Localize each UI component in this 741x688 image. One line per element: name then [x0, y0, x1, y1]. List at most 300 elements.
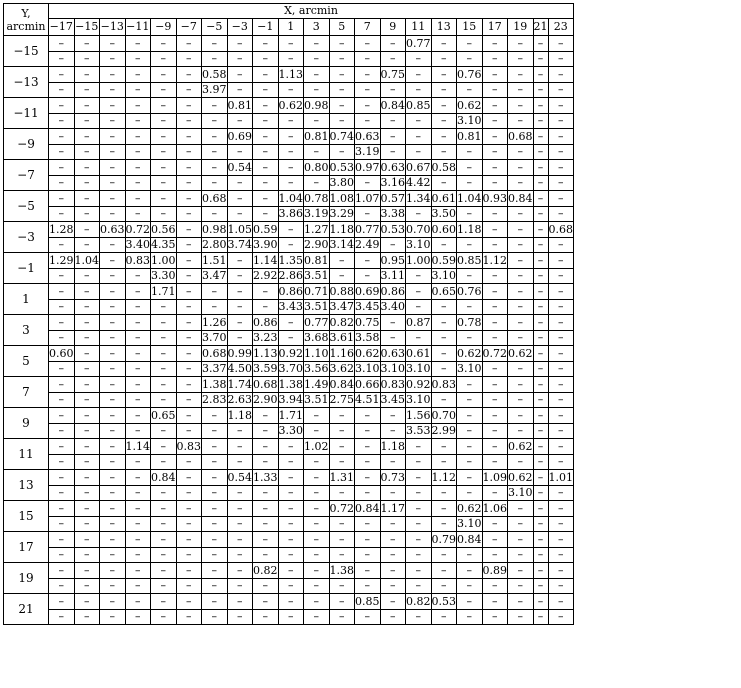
table-cell — [278, 129, 304, 160]
table-cell — [100, 129, 126, 160]
table-cell — [202, 129, 228, 160]
table-cell — [355, 532, 381, 563]
cell-bottom-value: – — [135, 175, 141, 189]
cell-top-value: 0.88 — [329, 284, 354, 298]
cell-top-value: 0.86 — [253, 315, 278, 329]
cell-top-value: – — [151, 130, 176, 145]
cell-top-value: – — [253, 533, 278, 548]
cell-top-value: 0.71 — [304, 284, 329, 298]
cell-bottom-value: – — [160, 578, 166, 592]
table-cell — [548, 222, 574, 253]
cell-bottom-value: – — [288, 330, 294, 344]
cell-bottom-value: – — [262, 454, 268, 468]
table-cell — [548, 160, 574, 191]
cell-bottom-value: – — [262, 516, 268, 530]
cell-bottom-value: – — [109, 361, 115, 375]
cell-bottom-value: 3.10 — [380, 361, 405, 375]
cell-bottom-value: – — [537, 392, 544, 406]
cell-top-value: – — [100, 564, 125, 579]
cell-bottom-value: – — [109, 268, 115, 282]
cell-top-value: – — [457, 595, 482, 610]
table-cell — [355, 563, 381, 594]
cell-bottom-value: 3.53 — [406, 423, 431, 437]
table-cell — [533, 439, 548, 470]
cell-top-value: 1.31 — [329, 470, 354, 484]
cell-bottom-value: – — [160, 392, 166, 406]
cell-bottom-value: 3.38 — [380, 206, 405, 220]
cell-bottom-value: 3.61 — [329, 330, 354, 344]
cell-bottom-value: 3.10 — [406, 361, 431, 375]
cell-top-value: 0.84 — [151, 470, 176, 484]
table-cell — [176, 253, 202, 284]
cell-bottom-value: – — [84, 144, 90, 158]
table-cell — [227, 501, 253, 532]
table-cell — [329, 67, 355, 98]
table-cell — [380, 439, 406, 470]
cell-top-value: – — [151, 347, 176, 362]
cell-bottom-value: – — [84, 361, 90, 375]
cell-top-value: – — [228, 595, 253, 610]
cell-bottom-value: – — [211, 516, 217, 530]
cell-top-value: 0.74 — [329, 129, 354, 143]
cell-top-value: – — [75, 440, 100, 455]
table-cell — [100, 160, 126, 191]
table-cell — [482, 377, 508, 408]
cell-top-value: – — [279, 595, 304, 610]
table-cell — [125, 98, 151, 129]
table-cell — [304, 315, 330, 346]
cell-top-value: 1.18 — [380, 439, 405, 453]
table-cell — [457, 408, 483, 439]
table-cell — [533, 129, 548, 160]
cell-bottom-value: 3.16 — [380, 175, 405, 189]
cell-bottom-value: – — [262, 578, 268, 592]
table-cell — [253, 253, 279, 284]
table-cell — [49, 67, 75, 98]
cell-top-value: 1.01 — [548, 470, 573, 484]
cell-top-value: 0.73 — [380, 470, 405, 484]
cell-bottom-value: – — [558, 516, 564, 530]
cell-top-value: – — [151, 378, 176, 393]
table-cell — [74, 594, 100, 625]
table-row — [4, 98, 574, 129]
column-header: −3 — [227, 19, 253, 36]
cell-top-value: – — [126, 37, 151, 52]
cell-top-value: – — [304, 595, 329, 610]
table-cell — [125, 501, 151, 532]
cell-bottom-value: – — [364, 268, 370, 282]
cell-top-value: 0.97 — [355, 160, 380, 174]
cell-bottom-value: – — [237, 268, 243, 282]
cell-bottom-value: – — [537, 361, 544, 375]
table-cell — [227, 160, 253, 191]
column-header: 23 — [548, 19, 574, 36]
table-cell — [278, 284, 304, 315]
cell-top-value: – — [202, 595, 227, 610]
cell-bottom-value: – — [415, 485, 421, 499]
cell-bottom-value: 3.14 — [329, 237, 354, 251]
table-cell — [151, 346, 177, 377]
table-cell — [278, 501, 304, 532]
cell-top-value: – — [549, 533, 574, 548]
cell-top-value: – — [100, 130, 125, 145]
cell-bottom-value: – — [186, 423, 192, 437]
table-cell — [508, 36, 534, 67]
cell-top-value: – — [279, 316, 304, 331]
table-cell — [49, 408, 75, 439]
cell-bottom-value: – — [211, 175, 217, 189]
cell-bottom-value: – — [211, 578, 217, 592]
table-cell — [457, 377, 483, 408]
cell-bottom-value: – — [288, 82, 294, 96]
cell-top-value: – — [126, 192, 151, 207]
table-cell — [253, 563, 279, 594]
table-cell — [49, 222, 75, 253]
cell-bottom-value: – — [339, 144, 345, 158]
cell-top-value: – — [549, 502, 574, 517]
table-cell — [253, 377, 279, 408]
cell-bottom-value: – — [313, 609, 319, 623]
cell-bottom-value: – — [558, 361, 564, 375]
cell-bottom-value: – — [84, 51, 90, 65]
table-cell — [406, 501, 432, 532]
cell-bottom-value: – — [537, 144, 544, 158]
table-cell — [431, 563, 457, 594]
table-cell — [74, 346, 100, 377]
table-cell — [457, 191, 483, 222]
cell-top-value: – — [177, 378, 202, 393]
cell-top-value: – — [228, 533, 253, 548]
table-cell — [508, 191, 534, 222]
cell-top-value: – — [75, 223, 100, 238]
cell-top-value: – — [49, 533, 74, 548]
table-row — [4, 470, 574, 501]
table-cell — [533, 501, 548, 532]
table-cell — [508, 532, 534, 563]
cell-top-value: – — [534, 316, 548, 331]
table-cell — [278, 160, 304, 191]
cell-top-value: – — [100, 409, 125, 424]
table-cell — [100, 315, 126, 346]
cell-bottom-value: – — [558, 392, 564, 406]
cell-top-value: – — [330, 533, 355, 548]
table-cell — [508, 315, 534, 346]
table-cell — [329, 408, 355, 439]
cell-bottom-value: – — [492, 268, 498, 282]
cell-top-value: – — [534, 564, 548, 579]
cell-top-value: – — [253, 595, 278, 610]
cell-top-value: – — [75, 316, 100, 331]
cell-bottom-value: – — [160, 516, 166, 530]
cell-bottom-value: – — [537, 82, 544, 96]
cell-bottom-value: 2.49 — [355, 237, 380, 251]
cell-bottom-value: – — [58, 485, 64, 499]
cell-top-value: – — [406, 68, 431, 83]
cell-bottom-value: 3.62 — [329, 361, 354, 375]
table-cell — [548, 501, 574, 532]
cell-top-value: 0.98 — [304, 98, 329, 112]
cell-bottom-value: – — [558, 485, 564, 499]
cell-top-value: 0.54 — [227, 470, 252, 484]
cell-top-value: 1.35 — [278, 253, 303, 267]
table-cell — [74, 501, 100, 532]
cell-bottom-value: 3.45 — [355, 299, 380, 313]
cell-top-value: – — [100, 192, 125, 207]
cell-top-value: – — [253, 130, 278, 145]
cell-bottom-value: – — [109, 454, 115, 468]
table-cell — [304, 563, 330, 594]
y-header-line1: Y, — [21, 6, 31, 20]
table-cell — [74, 160, 100, 191]
table-cell — [125, 439, 151, 470]
cell-bottom-value: – — [135, 82, 141, 96]
cell-top-value: – — [534, 378, 548, 393]
cell-top-value: – — [177, 502, 202, 517]
cell-top-value: – — [457, 471, 482, 486]
table-cell — [176, 67, 202, 98]
cell-top-value: 1.18 — [329, 222, 354, 236]
row-header: 13 — [4, 470, 49, 501]
cell-top-value: – — [49, 378, 74, 393]
table-cell — [151, 284, 177, 315]
cell-bottom-value: – — [160, 547, 166, 561]
cell-bottom-value: – — [160, 361, 166, 375]
table-cell — [533, 377, 548, 408]
cell-bottom-value: – — [441, 392, 447, 406]
cell-top-value: – — [100, 347, 125, 362]
cell-top-value: 0.77 — [355, 222, 380, 236]
cell-top-value: – — [75, 130, 100, 145]
table-cell — [227, 346, 253, 377]
cell-bottom-value: – — [84, 268, 90, 282]
cell-bottom-value: – — [262, 547, 268, 561]
table-cell — [508, 501, 534, 532]
table-row — [4, 594, 574, 625]
cell-bottom-value: 3.59 — [253, 361, 278, 375]
cell-bottom-value: – — [492, 578, 498, 592]
table-cell — [431, 470, 457, 501]
cell-bottom-value: – — [466, 299, 472, 313]
cell-top-value: – — [483, 37, 508, 52]
cell-bottom-value: – — [441, 578, 447, 592]
cell-bottom-value: – — [58, 516, 64, 530]
cell-bottom-value: – — [537, 547, 544, 561]
cell-top-value: – — [75, 595, 100, 610]
cell-top-value: – — [508, 378, 533, 393]
cell-bottom-value: – — [415, 454, 421, 468]
table-cell — [278, 253, 304, 284]
cell-top-value: 0.53 — [431, 594, 456, 608]
table-cell — [533, 160, 548, 191]
cell-bottom-value: 3.56 — [304, 361, 329, 375]
cell-top-value: – — [49, 99, 74, 114]
table-cell — [548, 439, 574, 470]
cell-top-value: – — [355, 409, 380, 424]
table-cell — [151, 222, 177, 253]
cell-bottom-value: – — [492, 330, 498, 344]
cell-top-value: – — [534, 409, 548, 424]
table-cell — [431, 377, 457, 408]
cell-top-value: – — [432, 347, 457, 362]
cell-bottom-value: – — [84, 578, 90, 592]
table-cell — [508, 160, 534, 191]
cell-bottom-value: – — [288, 175, 294, 189]
table-cell — [482, 594, 508, 625]
cell-top-value: – — [100, 37, 125, 52]
cell-bottom-value: – — [390, 516, 396, 530]
cell-top-value: 0.93 — [482, 191, 507, 205]
cell-top-value: – — [355, 68, 380, 83]
cell-bottom-value: – — [58, 547, 64, 561]
table-cell — [406, 222, 432, 253]
cell-top-value: – — [534, 347, 548, 362]
cell-top-value: – — [279, 564, 304, 579]
cell-top-value: 1.07 — [355, 191, 380, 205]
cell-bottom-value: – — [537, 454, 544, 468]
table-cell — [431, 594, 457, 625]
cell-top-value: – — [151, 564, 176, 579]
table-cell — [431, 346, 457, 377]
cell-bottom-value: – — [313, 454, 319, 468]
x-axis-header: X, arcmin — [49, 4, 574, 19]
table-cell — [431, 67, 457, 98]
cell-top-value: 0.98 — [202, 222, 227, 236]
cell-bottom-value: – — [262, 423, 268, 437]
cell-bottom-value: – — [160, 485, 166, 499]
cell-bottom-value: – — [441, 516, 447, 530]
cell-bottom-value: – — [441, 454, 447, 468]
cell-bottom-value: – — [390, 144, 396, 158]
cell-top-value: – — [177, 223, 202, 238]
cell-bottom-value: – — [339, 578, 345, 592]
table-cell — [355, 98, 381, 129]
cell-bottom-value: – — [339, 547, 345, 561]
cell-bottom-value: – — [58, 330, 64, 344]
table-cell — [355, 377, 381, 408]
cell-top-value: – — [549, 99, 574, 114]
table-cell — [508, 408, 534, 439]
cell-top-value: – — [549, 378, 574, 393]
cell-top-value: – — [126, 471, 151, 486]
cell-top-value: 1.38 — [329, 563, 354, 577]
cell-top-value: 0.81 — [457, 129, 482, 143]
cell-top-value: 1.34 — [406, 191, 431, 205]
cell-bottom-value: – — [558, 206, 564, 220]
cell-top-value: – — [549, 68, 574, 83]
table-cell — [548, 67, 574, 98]
cell-top-value: – — [355, 564, 380, 579]
table-cell — [227, 222, 253, 253]
table-cell — [100, 191, 126, 222]
cell-bottom-value: – — [186, 330, 192, 344]
cell-bottom-value: – — [558, 268, 564, 282]
table-cell — [457, 346, 483, 377]
cell-top-value: 1.09 — [482, 470, 507, 484]
cell-bottom-value: – — [415, 144, 421, 158]
cell-top-value: 0.84 — [380, 98, 405, 112]
column-header: −5 — [202, 19, 228, 36]
cell-bottom-value: – — [186, 361, 192, 375]
table-cell — [227, 129, 253, 160]
cell-top-value: 1.17 — [380, 501, 405, 515]
cell-top-value: 1.12 — [482, 253, 507, 267]
cell-bottom-value: 3.47 — [202, 268, 227, 282]
cell-bottom-value: – — [441, 330, 447, 344]
table-cell — [125, 408, 151, 439]
cell-top-value: – — [151, 440, 176, 455]
cell-top-value: – — [177, 409, 202, 424]
cell-top-value: – — [483, 161, 508, 176]
cell-top-value: – — [549, 285, 574, 300]
cell-top-value: 0.59 — [431, 253, 456, 267]
table-cell — [380, 191, 406, 222]
cell-bottom-value: – — [466, 51, 472, 65]
cell-top-value: 0.62 — [508, 439, 533, 453]
cell-bottom-value: – — [109, 299, 115, 313]
cell-top-value: – — [49, 564, 74, 579]
cell-bottom-value: – — [517, 578, 523, 592]
table-cell — [533, 67, 548, 98]
table-cell — [227, 67, 253, 98]
cell-top-value: 1.56 — [406, 408, 431, 422]
cell-bottom-value: – — [109, 423, 115, 437]
table-cell — [508, 129, 534, 160]
table-cell — [176, 284, 202, 315]
table-cell — [253, 222, 279, 253]
table-cell — [508, 346, 534, 377]
header-row-x — [4, 4, 574, 19]
cell-bottom-value: – — [58, 175, 64, 189]
table-cell — [74, 563, 100, 594]
cell-top-value: – — [126, 564, 151, 579]
cell-bottom-value: – — [537, 51, 544, 65]
cell-top-value: 0.60 — [431, 222, 456, 236]
cell-bottom-value: – — [466, 392, 472, 406]
cell-bottom-value: – — [135, 361, 141, 375]
cell-top-value: – — [75, 161, 100, 176]
table-cell — [457, 67, 483, 98]
cell-top-value: 1.18 — [457, 222, 482, 236]
cell-bottom-value: – — [466, 206, 472, 220]
cell-top-value: 0.89 — [482, 563, 507, 577]
cell-top-value: – — [534, 595, 548, 610]
cell-top-value: 1.14 — [125, 439, 150, 453]
cell-bottom-value: – — [537, 516, 544, 530]
cell-top-value: – — [75, 192, 100, 207]
table-cell — [355, 36, 381, 67]
table-cell — [253, 191, 279, 222]
cell-bottom-value: 3.10 — [457, 113, 482, 127]
cell-bottom-value: – — [160, 609, 166, 623]
table-cell — [49, 253, 75, 284]
cell-bottom-value: – — [288, 237, 294, 251]
column-header: 13 — [431, 19, 457, 36]
cell-top-value: – — [126, 533, 151, 548]
cell-top-value: 1.16 — [329, 346, 354, 360]
table-cell — [278, 377, 304, 408]
cell-bottom-value: – — [492, 547, 498, 561]
table-cell — [548, 563, 574, 594]
cell-bottom-value: – — [339, 454, 345, 468]
cell-top-value: – — [432, 99, 457, 114]
cell-top-value: 1.06 — [482, 501, 507, 515]
cell-top-value: – — [381, 316, 406, 331]
cell-top-value: – — [330, 68, 355, 83]
cell-top-value: – — [381, 37, 406, 52]
table-cell — [431, 532, 457, 563]
cell-top-value: 0.62 — [457, 346, 482, 360]
cell-top-value: – — [151, 37, 176, 52]
